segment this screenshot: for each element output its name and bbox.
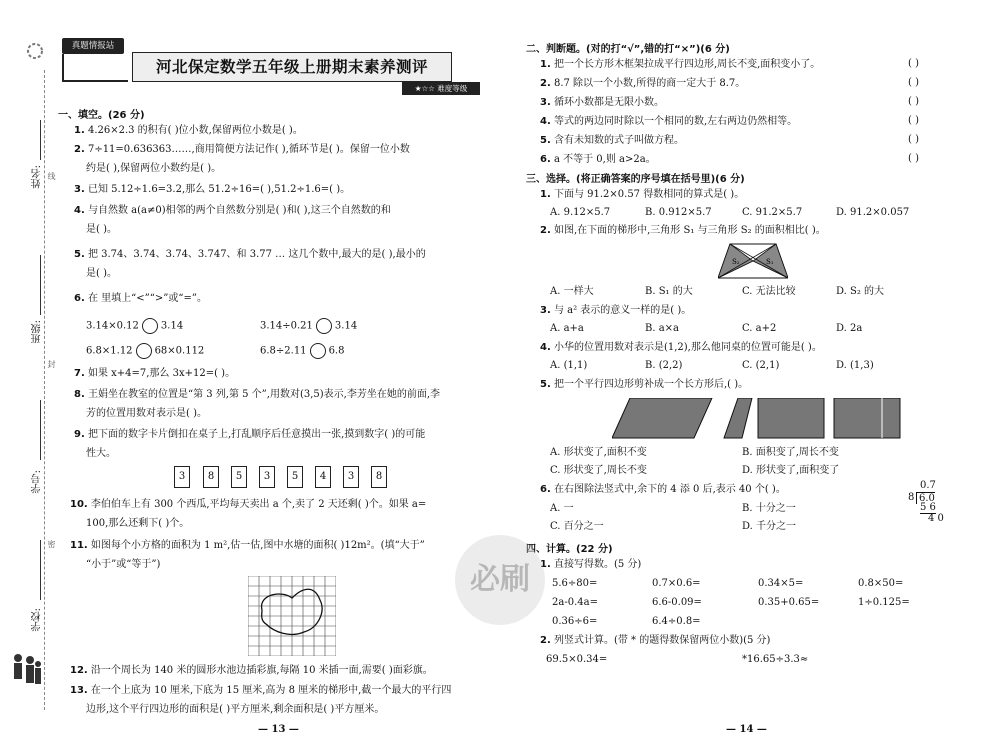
question-3: 3. 已知 5.12÷1.6=3.2,那么 51.2÷16=( ),51.2÷1.6=( )。: [74, 184, 351, 195]
question-6: 6. 在 里填上“<”“>”或“=”。: [74, 293, 207, 304]
vertical-calc: *16.65÷3.3≈: [742, 654, 809, 665]
choice-text: 小华的位置用数对表示是(1,2),那么他同桌的位置可能是( )。: [553, 342, 822, 353]
choice-1: 1. 下面与 91.2×0.57 得数相同的算式是( )。: [540, 189, 745, 200]
judge-text: 含有未知数的式子叫做方程。: [553, 135, 684, 146]
compare-circle[interactable]: [136, 343, 152, 359]
judge-text: a 不等于 0,则 a>2a。: [553, 154, 656, 165]
question-text: 李伯伯车上有 300 个西瓜,平均每天卖出 a 个,卖了 2 天还剩( )个。如果 a=: [90, 499, 427, 510]
question-1: 1. 4.26×2.3 的积有( )位小数,保留两位小数是( )。: [74, 125, 303, 136]
dividend: 6.0: [916, 492, 935, 504]
mental-calc: 0.7×0.6=: [652, 578, 701, 589]
question-text: 如果 x+4=7,那么 3x+12=( )。: [87, 368, 236, 379]
mental-calc: 0.35+0.65=: [758, 597, 820, 608]
question-10-cont: 100,那么还剩下( )个。: [86, 518, 190, 529]
binding-margin: [0, 0, 56, 748]
judge-answer[interactable]: ( ): [908, 115, 919, 126]
compare-row-1b: [260, 318, 357, 334]
judge-6: 6. a 不等于 0,则 a>2a。: [540, 154, 656, 165]
choice-text: 把一个平行四边形剪补成一个长方形后,( )。: [553, 379, 749, 390]
mental-calc: 6.4÷0.8=: [652, 616, 701, 627]
choice-text: 在右图除法竖式中,余下的 4 添 0 后,表示 40 个( )。: [553, 484, 786, 495]
digit-card: 5: [287, 466, 303, 488]
question-5-cont: 是( )。: [86, 268, 117, 279]
mental-calc: 5.6÷80=: [552, 578, 598, 589]
question-text: 王娟坐在教室的位置是“第 3 列,第 5 个”,用数对(3,5)表示,李芳坐在她的前面,李: [87, 389, 441, 400]
judge-4: 4. 等式的两边同时除以一个相同的数,左右两边仍然相等。: [540, 116, 798, 127]
name-label: 姓名:: [32, 165, 43, 189]
option-a[interactable]: A. a+a: [550, 323, 584, 334]
compare-row-2a: [86, 343, 204, 359]
question-text: 与自然数 a(a≠0)相邻的两个自然数分别是( )和( ),这三个自然数的和: [87, 205, 391, 216]
option-a[interactable]: A. 9.12×5.7: [550, 207, 611, 218]
judge-2: 2. 8.7 除以一个小数,所得的商一定大于 8.7。: [540, 78, 746, 89]
exam-header: [62, 41, 468, 93]
question-text: 把 3.74、3.74、3.74、3.747、和 3.77 … 这几个数中,最大的是( ),最小的: [87, 249, 426, 260]
vertical-calc: 69.5×0.34=: [546, 654, 608, 665]
question-4: 4. 与自然数 a(a≠0)相邻的两个自然数分别是( )和( ),这三个自然数的和: [74, 205, 391, 216]
digit-card: 8: [371, 466, 387, 488]
page-number: — 14 —: [726, 724, 767, 735]
question-text: 把下面的数字卡片倒扣在桌子上,打乱顺序后任意摸出一张,摸到数字( )的可能: [87, 429, 426, 440]
option-b[interactable]: B. a×a: [645, 323, 680, 334]
question-8-cont: 芳的位置用数对表示是( )。: [86, 408, 207, 419]
divisor: 8: [908, 492, 915, 503]
calc-text: 列竖式计算。(带 * 的题得数保留两位小数)(5 分): [553, 635, 771, 646]
section-fill-blank: 一、填空。(26 分): [58, 110, 145, 121]
question-13: 13. 在一个上底为 10 厘米,下底为 15 厘米,高为 8 厘米的梯形中,截一个最大的平行四: [70, 685, 452, 696]
mental-calc: 2a-0.4a=: [552, 597, 598, 608]
question-7: 7. 如果 x+4=7,那么 3x+12=( )。: [74, 368, 236, 379]
digit-card: 3: [174, 466, 190, 488]
calc-text: 直接写得数。(5 分): [553, 559, 642, 570]
page-number: — 13 —: [258, 724, 299, 735]
bind-fold-mark: 密: [47, 540, 56, 548]
s2-label: S₂: [732, 258, 740, 266]
question-12: 12. 沿一个周长为 140 米的圆形水池边插彩旗,每隔 10 米插一面,需要( )面彩旗。: [70, 665, 433, 676]
question-text: 如图每个小方格的面积为 1 m²,估一估,图中水塘的面积( )12m²。(填“大于”: [90, 540, 425, 551]
judge-3: 3. 循环小数都是无限小数。: [540, 97, 664, 108]
choice-6: 6. 在右图除法竖式中,余下的 4 添 0 后,表示 40 个( )。: [540, 484, 786, 495]
compare-circle[interactable]: [310, 343, 326, 359]
question-9: 9. 把下面的数字卡片倒扣在桌子上,打乱顺序后任意摸出一张,摸到数字( )的可能: [74, 429, 426, 440]
exam-title: 河北保定数学五年级上册期末素养测评: [132, 52, 452, 82]
s1-label: S₁: [766, 258, 774, 266]
option-d[interactable]: D. 形状变了,面积变了: [742, 465, 840, 476]
option-b[interactable]: B. 十分之一: [742, 503, 796, 514]
remainder: 4 0: [928, 513, 944, 524]
class-field[interactable]: [40, 255, 41, 315]
question-text: 7÷11=0.636363……,商用简便方法记作( ),循环节是( )。保留一位小数: [87, 144, 410, 155]
question-10: 10. 李伯伯车上有 300 个西瓜,平均每天卖出 a 个,卖了 2 天还剩( )个。如果 a=: [70, 499, 427, 510]
question-text: 已知 5.12÷1.6=3.2,那么 51.2÷16=( ),51.2÷1.6=( )。: [87, 184, 351, 195]
option-b[interactable]: B. S₁ 的大: [645, 286, 693, 297]
judge-text: 循环小数都是无限小数。: [553, 97, 664, 108]
mental-calc: 1÷0.125=: [858, 597, 910, 608]
id-field[interactable]: [40, 400, 41, 460]
question-5: 5. 把 3.74、3.74、3.74、3.747、和 3.77 … 这几个数中,最大的是( ),最小的: [74, 249, 426, 260]
compare-right: 6.8: [328, 345, 345, 357]
trapezoid-figure: [718, 242, 788, 280]
mental-calc: 6.6-0.09=: [652, 597, 702, 608]
digit-card: 3: [259, 466, 275, 488]
section-judgement: 二、判断题。(对的打“√”,错的打“×”)(6 分): [526, 44, 730, 55]
question-text: 4.26×2.3 的积有( )位小数,保留两位小数是( )。: [87, 125, 303, 136]
question-11-cont: “小于”或“等于”): [86, 559, 161, 570]
judge-1: 1. 把一个长方形木框架拉成平行四边形,周长不变,面积变小了。: [540, 59, 821, 70]
compare-row-1a: [86, 318, 183, 334]
compare-left: 3.14÷0.21: [260, 320, 313, 332]
calc-1: 1. 直接写得数。(5 分): [540, 559, 642, 570]
judge-answer[interactable]: ( ): [908, 153, 919, 164]
option-c[interactable]: C. 百分之一: [550, 521, 604, 532]
question-2: 2. 7÷11=0.636363……,商用简便方法记作( ),循环节是( )。保留一位小数: [74, 144, 410, 155]
section-choice: 三、选择。(将正确答案的序号填在括号里)(6 分): [526, 174, 745, 185]
option-d[interactable]: D. S₂ 的大: [836, 286, 885, 297]
digit-card: 4: [315, 466, 331, 488]
choice-3: 3. 与 a² 表示的意义一样的是( )。: [540, 305, 692, 316]
question-11: 11. 如图每个小方格的面积为 1 m²,估一估,图中水塘的面积( )12m²。(填“大于”: [70, 540, 425, 551]
judge-text: 等式的两边同时除以一个相同的数,左右两边仍然相等。: [553, 116, 798, 127]
compare-circle[interactable]: [142, 318, 158, 334]
option-c[interactable]: C. 无法比较: [742, 286, 796, 297]
id-label: 学号:: [32, 470, 43, 494]
compare-left: 6.8÷2.11: [260, 345, 307, 357]
right-page: [500, 0, 1000, 748]
question-2-cont: 约是( ),保留两位小数约是( )。: [86, 163, 222, 174]
compare-right: 68×0.112: [154, 345, 205, 357]
bind-seal-mark: 封: [47, 360, 56, 368]
question-8: 8. 王娟坐在教室的位置是“第 3 列,第 5 个”,用数对(3,5)表示,李芳坐在她的前面,李: [74, 389, 441, 400]
option-b[interactable]: B. 面积变了,周长不变: [742, 447, 839, 458]
question-9-cont: 性大。: [86, 448, 116, 459]
mental-calc: 0.34×5=: [758, 578, 804, 589]
choice-text: 与 a² 表示的意义一样的是( )。: [553, 305, 692, 316]
option-d[interactable]: D. 千分之一: [742, 521, 797, 532]
option-a[interactable]: A. (1,1): [550, 360, 588, 371]
judge-text: 8.7 除以一个小数,所得的商一定大于 8.7。: [553, 78, 746, 89]
pond-grid-figure: [248, 576, 336, 656]
product-line: 5 6: [920, 502, 936, 513]
option-c[interactable]: C. 形状变了,周长不变: [550, 465, 647, 476]
option-d[interactable]: D. (1,3): [836, 360, 874, 371]
choice-4: 4. 小华的位置用数对表示是(1,2),那么他同桌的位置可能是( )。: [540, 342, 822, 353]
choice-text: 如图,在下面的梯形中,三角形 S₁ 与三角形 S₂ 的面积相比( )。: [553, 225, 826, 236]
bind-line-mark: 线: [47, 172, 56, 180]
calc-2: 2. 列竖式计算。(带 * 的题得数保留两位小数)(5 分): [540, 635, 771, 646]
choice-5: 5. 把一个平行四边形剪补成一个长方形后,( )。: [540, 379, 749, 390]
name-field[interactable]: [40, 120, 41, 160]
judge-text: 把一个长方形木框架拉成平行四边形,周长不变,面积变小了。: [553, 59, 821, 70]
digit-card: 8: [203, 466, 219, 488]
option-c[interactable]: C. 91.2×5.7: [742, 207, 803, 218]
question-text: 在 里填上“<”“>”或“=”。: [87, 293, 207, 304]
banner-decoration: [62, 54, 128, 82]
compare-row-2b: [260, 343, 344, 359]
question-4-cont: 是( )。: [86, 224, 117, 235]
judge-answer[interactable]: ( ): [908, 134, 919, 145]
banner-tag: 真题情报站: [62, 38, 124, 54]
digit-card: 5: [231, 466, 247, 488]
quotient: 0.7: [920, 480, 936, 491]
option-c[interactable]: C. (2,1): [742, 360, 780, 371]
option-a[interactable]: A. 一样大: [550, 286, 594, 297]
judge-answer[interactable]: ( ): [908, 58, 919, 69]
option-c[interactable]: C. a+2: [742, 323, 777, 334]
question-text: 在一个上底为 10 厘米,下底为 15 厘米,高为 8 厘米的梯形中,截一个最大的平行四: [90, 685, 452, 696]
brand-watermark: 必刷: [455, 535, 545, 625]
compare-left: 6.8×1.12: [86, 345, 133, 357]
compare-circle[interactable]: [316, 318, 332, 334]
crowd-decoration-icon: [10, 650, 44, 692]
compare-left: 3.14×0.12: [86, 320, 139, 332]
school-label: 学校:: [32, 608, 43, 632]
compare-right: 3.14: [334, 320, 358, 332]
mental-calc: 0.8×50=: [858, 578, 904, 589]
judge-5: 5. 含有未知数的式子叫做方程。: [540, 135, 684, 146]
digit-card: 3: [343, 466, 359, 488]
choice-2: 2. 如图,在下面的梯形中,三角形 S₁ 与三角形 S₂ 的面积相比( )。: [540, 225, 826, 236]
option-a[interactable]: A. 一: [550, 503, 574, 514]
class-label: 班级:: [32, 320, 43, 344]
option-d[interactable]: D. 91.2×0.057: [836, 207, 910, 218]
option-b[interactable]: B. 0.912×5.7: [645, 207, 712, 218]
question-text: 沿一个周长为 140 米的圆形水池边插彩旗,每隔 10 米插一面,需要( )面彩旗。: [90, 665, 433, 676]
choice-text: 下面与 91.2×0.57 得数相同的算式是( )。: [553, 189, 745, 200]
option-a[interactable]: A. 形状变了,面积不变: [550, 447, 647, 458]
section-calculation: 四、计算。(22 分): [526, 544, 613, 555]
option-d[interactable]: D. 2a: [836, 323, 863, 334]
school-field[interactable]: [40, 540, 41, 600]
difficulty-badge: ★☆☆ 难度等级: [402, 82, 480, 95]
mental-calc: 0.36÷6=: [552, 616, 598, 627]
gear-decoration-icon: [22, 38, 48, 64]
judge-answer[interactable]: ( ): [908, 77, 919, 88]
parallelogram-figures: [612, 398, 912, 440]
option-b[interactable]: B. (2,2): [645, 360, 683, 371]
judge-answer[interactable]: ( ): [908, 96, 919, 107]
question-13-cont: 边形,这个平行四边形的面积是( )平方厘米,剩余面积是( )平方厘米。: [86, 704, 385, 715]
compare-right: 3.14: [160, 320, 184, 332]
long-division-figure: [908, 480, 958, 524]
